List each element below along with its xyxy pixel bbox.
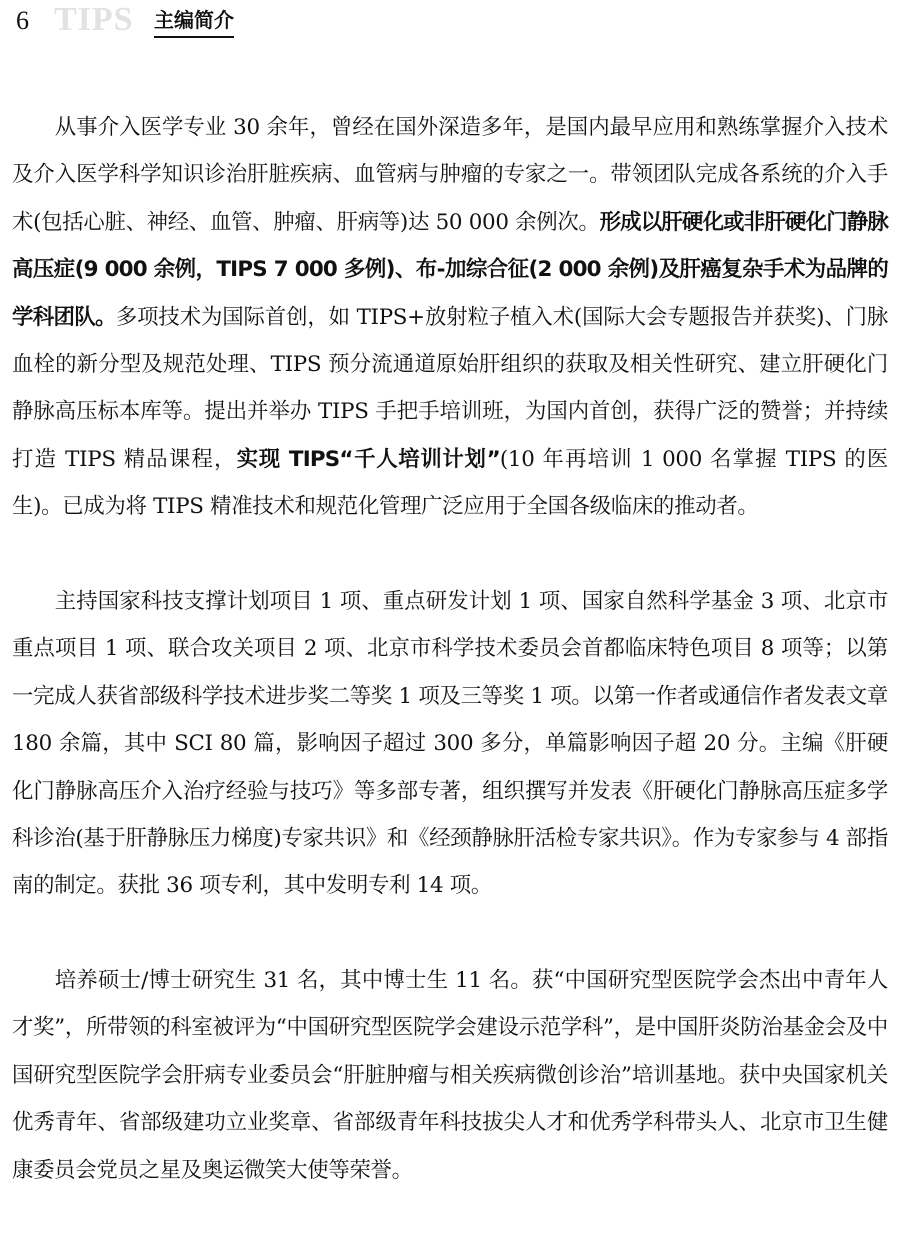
bio-text-2: 多项技术为国际首创，如 TIPS+放射粒子植入术(国际大会专题报告并获奖)、门脉血栓的新分型及规范处理、TIPS 预分流通道原始肝组织的获取及相关性研究、建立肝硬化门静脉高压标本库等。提出并举办 TIPS 手把手培训班，为国内首创，获得广泛的赞誉；并持续打造 TIPS 精品课程， (12, 304, 888, 472)
section-title: 主编简介 (154, 6, 234, 38)
bio-text-3: (10 年再培训 1 000 名掌握 TIPS 的医生)。已成为将 TIPS 精准技术和规范化管理广泛应用于全国各级临床的推动者。 (12, 446, 889, 520)
bio-highlight-team: 形成以肝硬化或非肝硬化门静脉高压症(9 000 余例，TIPS 7 000 多例)、布-加综合征(2 000 余例)及肝癌复杂手术为品牌的学科团队。 (12, 209, 888, 330)
page-number: 6 (16, 6, 29, 35)
header-watermark: TIPS (54, 1, 134, 38)
bio-text-1: 从事介入医学专业 30 余年，曾经在国外深造多年，是国内最早应用和熟练掌握介入技术及介入医学科学知识诊治肝脏疾病、血管病与肿瘤的专家之一。带领团队完成各系统的介入手术(包括心脏、神经、血管、肿瘤、肝病等)达 50 000 余例次。 (12, 115, 888, 235)
bio-highlight-training-plan: 实现 TIPS“千人培训计划” (236, 446, 500, 472)
paragraph-biography (12, 104, 888, 578)
page-header (8, 0, 892, 40)
page-body (12, 104, 888, 1194)
paragraph-training-honors: 培养硕士/博士研究生 31 名，其中博士生 11 名。获“中国研究型医院学会杰出中青年人才奖”，所带领的科室被评为“中国研究型医院学会建设示范学科”，是中国肝炎防治基金会及中国研究型医院学会肝病专业委员会“肝脏肿瘤与相关疾病微创诊治”培训基地。获中央国家机关优秀青年、省部级建功立业奖章、省部级青年科技拔尖人才和优秀学科带头人、北京市卫生健康委员会党员之星及奥运微笑大使等荣誉。 (12, 968, 888, 1183)
paragraph-research: 主持国家科技支撑计划项目 1 项、重点研发计划 1 项、国家自然科学基金 3 项、北京市重点项目 1 项、联合攻关项目 2 项、北京市科学技术委员会首都临床特色项目 8 项等；以第一完成人获省部级科学技术进步奖二等奖 1 项及三等奖 1 项。以第一作者或通信作者发表文章 180 余篇，其中 SCI 80 篇，影响因子超过 300 多分，单篇影响因子超 20 分。主编《肝硬化门静脉高压介入治疗经验与技巧》等多部专著，组织撰写并发表《肝硬化门静脉高压症多学科诊治(基于肝静脉压力梯度)专家共识》和《经颈静脉肝活检专家共识》。作为专家参与 4 部指南的制定。获批 36 项专利，其中发明专利 14 项。 (12, 589, 888, 899)
